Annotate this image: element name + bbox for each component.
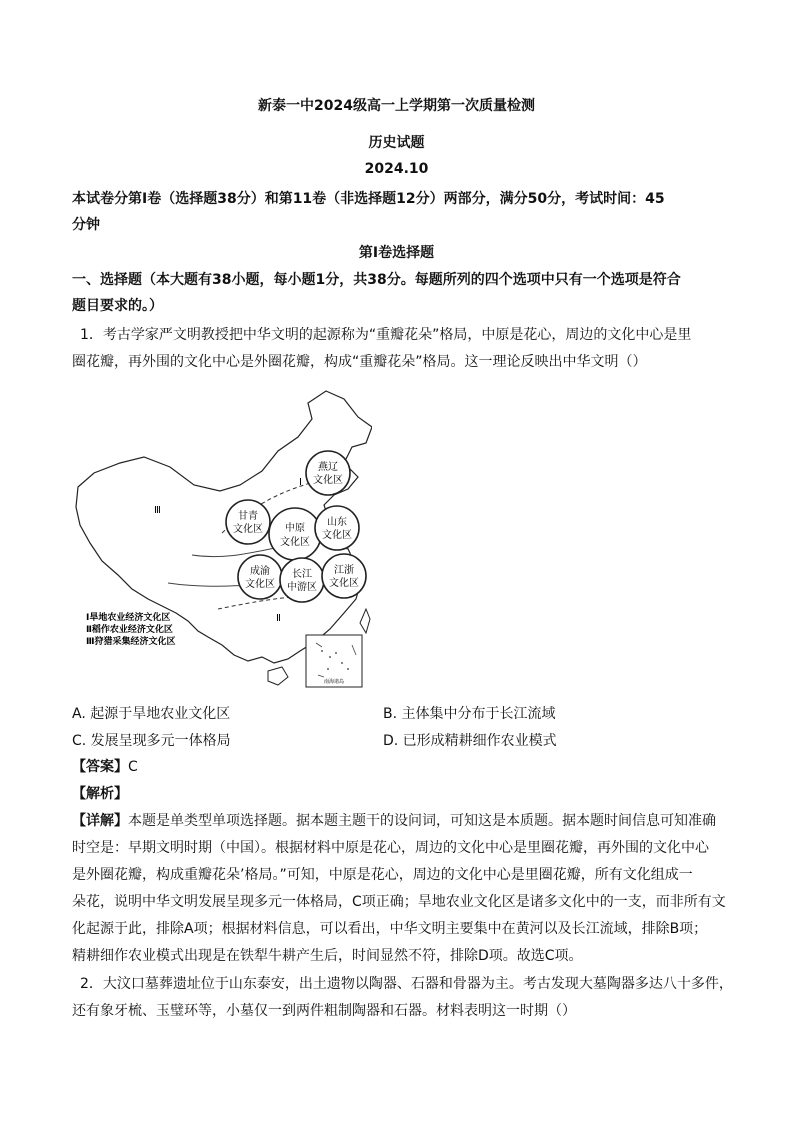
section-title: 第Ⅰ卷选择题 [358,245,435,261]
circle-shandong [315,506,359,550]
circle-changjiang [280,558,324,602]
china-culture-map [72,385,372,690]
label-yanliao-2: 文化区 [313,475,343,486]
label-chengyu-1: 成渝 [250,566,270,577]
q2-stem-1: 2．大汶口墓葬遗址位于山东泰安，出土遗物以陶器、石器和骨器为主。考古发现大墓陶器多达八十多件， [80,976,733,992]
legend-item-2: Ⅱ稻作农业经济文化区 [86,625,173,635]
exam-date: 2024.10 [364,161,429,177]
q1-detail-2: 时空是：早期文明时期（中国）。根据材料中原是花心，周边的文化中心是里圈花瓣，再外围的文化中心 [72,840,709,856]
south-china-sea-inset [306,635,362,687]
answer-value: C [128,759,138,775]
circle-jiangzhe [322,554,366,598]
label-shandong-2: 文化区 [322,530,352,541]
section-instr-2: 题目要求的。） [72,298,163,314]
intro-line-2: 分钟 [72,217,100,233]
intro-line-1: 本试卷分第Ⅰ卷（选择题38分）和第11卷（非选择题12分）两部分，满分50分，考试时间：45 [72,191,665,207]
q1-detail-5: 化起源于此，排除A项；根据材料信息，可以看出，中华文明主要集中在黄河以及长江流域，排除B项； [72,921,708,937]
q1-option-b[interactable]: B. 主体集中分布于长江流域 [383,706,556,722]
label-gansu-2: 文化区 [233,524,263,535]
q1-answer [72,757,138,777]
q1-analysis-label: 【解析】 [72,786,128,802]
region-label-1: Ⅰ [299,477,302,488]
label-yanliao-1: 燕辽 [318,462,338,473]
q1-detail-4: 朵花，说明中华文明发展呈现多元一体格局，C项正确；旱地农业文化区是诸多文化中的一支，而非所有文 [72,894,726,910]
q1-stem-2: 圈花瓣，再外围的文化中心是外圈花瓣，构成“重瓣花朵”格局。这一理论反映出中华文明（） [72,354,647,370]
label-gansu-1: 甘青 [238,511,258,522]
circle-gansu [226,500,270,544]
exam-title: 新泰一中2024级高一上学期第一次质量检测 [258,98,535,114]
region-label-3: Ⅲ [154,505,161,516]
q1-detail-1: 【详解】本题是单类型单项选择题。据本题主题干的设问词，可知这是本质题。据本题时间信息可知准确 [72,813,716,829]
circle-chengyu [238,555,282,599]
exam-subject: 历史试题 [368,135,425,151]
label-zhongyuan-1: 中原 [285,523,305,534]
q2-stem-2: 还有象牙梳、玉璧环等，小墓仅一到两件粗制陶器和石器。材料表明这一时期（） [72,1003,576,1019]
legend-item-1: Ⅰ旱地农业经济文化区 [86,613,171,623]
q1-detail-6: 精耕细作农业模式出现是在铁犁牛耕产生后，时间显然不符，排除D项。故选C项。 [72,948,583,964]
label-chengyu-2: 文化区 [245,579,275,590]
label-jiangzhe-2: 文化区 [329,578,359,589]
section-instr-1: 一、选择题（本大题有38小题，每小题1分，共38分。每题所列的四个选项中只有一个选项是符合 [72,272,681,288]
taiwan-island [360,609,370,633]
q1-detail-3: 是外圈花瓣，构成重瓣花朵’格局。”可知，中原是花心，周边的文化中心是里圈花瓣，所有文化组成一 [72,867,693,883]
hainan-island [268,667,288,685]
legend-item-3: Ⅲ狩猎采集经济文化区 [86,637,176,647]
q1-option-d[interactable]: D. 已形成精耕细作农业模式 [383,733,557,749]
circle-yanliao [306,451,350,495]
label-changjiang-1: 长江 [292,569,312,580]
detail-label: 【详解】 [72,813,128,829]
q1-stem-1: 1．考古学家严文明教授把中华文明的起源称为“重瓣花朵”格局，中原是花心，周边的文化中心是里 [80,327,692,343]
label-shandong-1: 山东 [327,517,347,528]
region-label-2: Ⅱ [276,613,281,624]
label-changjiang-2: 中游区 [287,582,317,593]
circle-zhongyuan [269,508,321,560]
label-jiangzhe-1: 江浙 [334,565,354,576]
q1-option-c[interactable]: C. 发展呈现多元一体格局 [72,733,231,749]
q1-option-a[interactable]: A. 起源于旱地农业文化区 [72,706,231,722]
map-legend [86,611,176,647]
inset-caption: 南海诸岛 [323,679,345,685]
label-zhongyuan-2: 文化区 [280,537,310,548]
answer-label: 【答案】 [72,759,128,775]
